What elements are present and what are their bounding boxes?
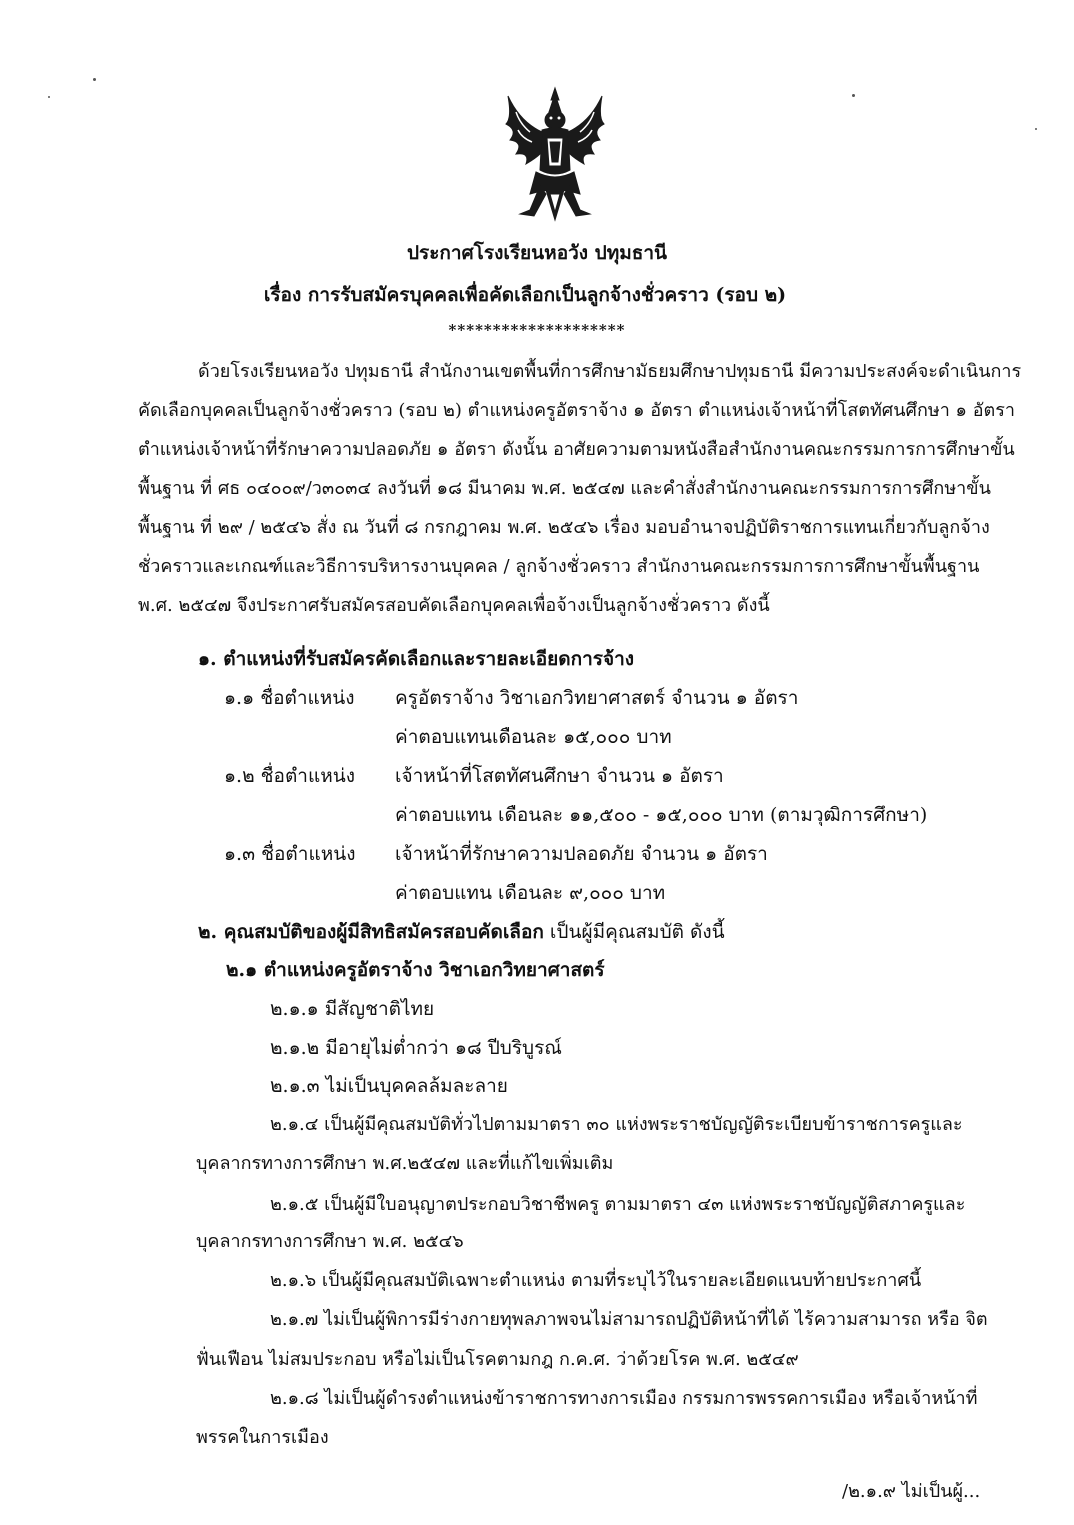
position-label: ๑.๑ ชื่อตำแหน่ง	[224, 687, 355, 709]
position-label: ๑.๒ ชื่อตำแหน่ง	[224, 765, 356, 787]
section-2-heading-bold: ๒. คุณสมบัติของผู้มีสิทธิสมัครสอบคัดเลือก	[198, 921, 544, 943]
qualification-item-cont: พรรคในการเมือง	[196, 1427, 329, 1448]
section-2-heading	[198, 917, 725, 947]
intro-line: คัดเลือกบุคคลเป็นลูกจ้างชั่วคราว (รอบ ๒) ตำแหน่งครูอัตราจ้าง ๑ อัตรา ตำแหน่งเจ้าหน้าที่โสตทัศนศึกษา ๑ อัตรา	[138, 400, 1015, 421]
intro-line: พื้นฐาน ที่ ๒๙ / ๒๕๔๖ สั่ง ณ วันที่ ๘ กรกฎาคม พ.ศ. ๒๕๔๖ เรื่อง มอบอำนาจปฏิบัติราชการแทนเกี่ยวกับลูกจ้าง	[138, 517, 990, 538]
separator-line: ********************	[448, 321, 626, 339]
qualification-item: ๒.๑.๗ ไม่เป็นผู้พิการมีร่างกายทุพลภาพจนไม่สามารถปฏิบัติหน้าที่ได้ ไร้ความสามารถ หรือ จิต	[270, 1309, 988, 1330]
position-detail: เจ้าหน้าที่โสตทัศนศึกษา จำนวน ๑ อัตรา	[395, 765, 724, 787]
intro-line: พื้นฐาน ที่ ศธ ๐๔๐๐๙/ว๓๐๓๔ ลงวันที่ ๑๘ มีนาคม พ.ศ. ๒๕๔๗ และคำสั่งสำนักงานคณะกรรมการการศึกษาขั้น	[138, 478, 991, 499]
position-detail: เจ้าหน้าที่รักษาความปลอดภัย จำนวน ๑ อัตรา	[395, 843, 768, 865]
intro-line: ชั่วคราวและเกณฑ์และวิธีการบริหารงานบุคคล / ลูกจ้างชั่วคราว สำนักงานคณะกรรมการการศึกษาขั้นพื้นฐาน	[138, 556, 980, 577]
scan-speck	[852, 94, 855, 97]
qualification-item: ๒.๑.๖ เป็นผู้มีคุณสมบัติเฉพาะตำแหน่ง ตามที่ระบุไว้ในรายละเอียดแนบท้ายประกาศนี้	[270, 1270, 922, 1291]
intro-line: พ.ศ. ๒๕๔๗ จึงประกาศรับสมัครสอบคัดเลือกบุคคลเพื่อจ้างเป็นลูกจ้างชั่วคราว ดังนี้	[138, 595, 770, 616]
position-label: ๑.๓ ชื่อตำแหน่ง	[224, 843, 356, 865]
position-salary: ค่าตอบแทนเดือนละ ๑๕,๐๐๐ บาท	[395, 726, 672, 748]
section-1-heading: ๑. ตำแหน่งที่รับสมัครคัดเลือกและรายละเอียดการจ้าง	[198, 648, 635, 670]
position-salary: ค่าตอบแทน เดือนละ ๙,๐๐๐ บาท	[395, 882, 666, 904]
qualification-item-cont: บุคลากรทางการศึกษา พ.ศ. ๒๕๔๖	[196, 1231, 464, 1252]
qualification-item-cont: ฟั่นเฟือน ไม่สมประกอบ หรือไม่เป็นโรคตามกฎ ก.ค.ศ. ว่าด้วยโรค พ.ศ. ๒๕๔๙	[196, 1349, 799, 1370]
page-continuation: /๒.๑.๙ ไม่เป็นผู้...	[842, 1481, 981, 1502]
intro-line: ตำแหน่งเจ้าหน้าที่รักษาความปลอดภัย ๑ อัตรา ดังนั้น อาศัยความตามหนังสือสำนักงานคณะกรรมการการศึกษาขั้น	[138, 439, 1015, 460]
scan-speck	[93, 78, 96, 81]
qualification-item: ๒.๑.๓ ไม่เป็นบุคคลล้มละลาย	[270, 1075, 508, 1097]
position-detail: ครูอัตราจ้าง วิชาเอกวิทยาศาสตร์ จำนวน ๑ อัตรา	[395, 687, 799, 709]
qualification-item: ๒.๑.๕ เป็นผู้มีใบอนุญาตประกอบวิชาชีพครู ตามมาตรา ๔๓ แห่งพระราชบัญญัติสภาครูและ	[270, 1194, 966, 1215]
qualification-item-cont: บุคลากรทางการศึกษา พ.ศ.๒๕๔๗ และที่แก้ไขเพิ่มเติม	[196, 1153, 614, 1174]
scan-speck	[48, 96, 50, 98]
document-title: ประกาศโรงเรียนหอวัง ปทุมธานี	[406, 242, 668, 264]
scan-speck	[1035, 128, 1037, 130]
document-subject: เรื่อง การรับสมัครบุคคลเพื่อคัดเลือกเป็นลูกจ้างชั่วคราว (รอบ ๒)	[263, 284, 787, 306]
garuda-emblem-icon	[500, 82, 610, 222]
qualification-item: ๒.๑.๔ เป็นผู้มีคุณสมบัติทั่วไปตามมาตรา ๓๐ แห่งพระราชบัญญัติระเบียบข้าราชการครูและ	[270, 1114, 963, 1135]
section-2-heading-rest: เป็นผู้มีคุณสมบัติ ดังนี้	[543, 921, 725, 943]
qualification-item: ๒.๑.๑ มีสัญชาติไทย	[270, 998, 435, 1020]
qualification-item: ๒.๑.๘ ไม่เป็นผู้ดำรงตำแหน่งข้าราชการทางการเมือง กรรมการพรรคการเมือง หรือเจ้าหน้าที่	[270, 1388, 978, 1409]
intro-line: ด้วยโรงเรียนหอวัง ปทุมธานี สำนักงานเขตพื้นที่การศึกษามัธยมศึกษาปทุมธานี มีความประสงค์จะดำเนินการ	[198, 361, 1022, 382]
position-salary: ค่าตอบแทน เดือนละ ๑๑,๕๐๐ - ๑๕,๐๐๐ บาท (ตามวุฒิการศึกษา)	[395, 804, 928, 826]
section-2-1-heading: ๒.๑ ตำแหน่งครูอัตราจ้าง วิชาเอกวิทยาศาสตร์	[226, 959, 605, 981]
qualification-item: ๒.๑.๒ มีอายุไม่ต่ำกว่า ๑๘ ปีบริบูรณ์	[270, 1037, 562, 1059]
